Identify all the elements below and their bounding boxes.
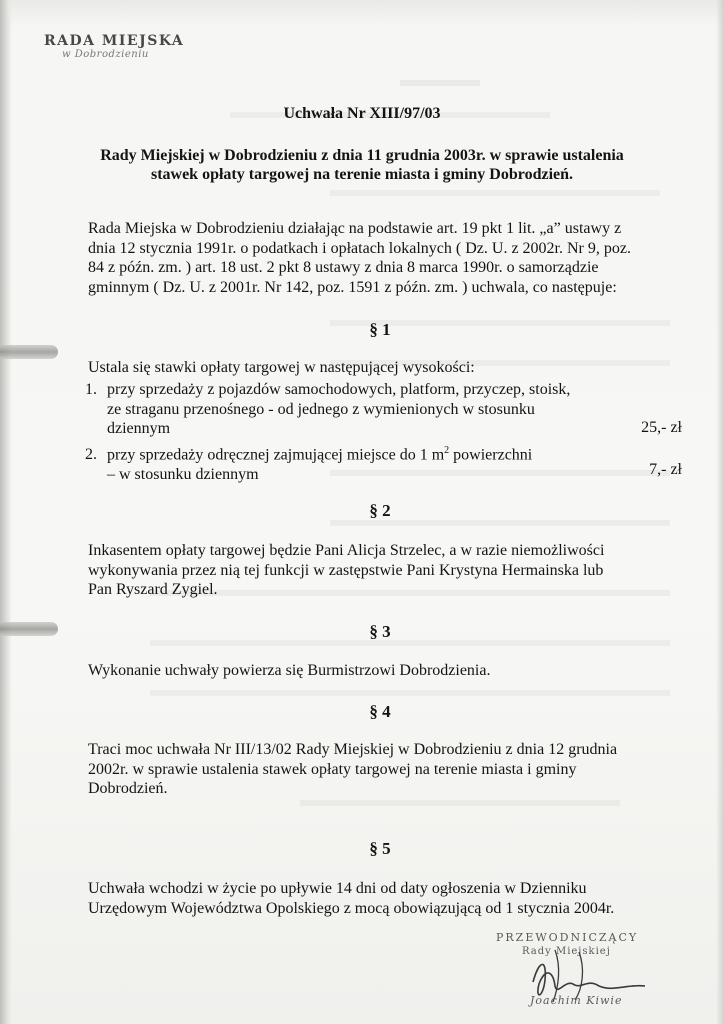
rate-item-number: 2.	[85, 446, 97, 464]
rate-amount-1: 25,- zł	[641, 419, 682, 436]
binder-hole-top	[0, 345, 58, 359]
resolution-subtitle-line-1: Rady Miejskiej w Dobrodzieniu z dnia 11 grudnia 2003r. w sprawie ustalenia	[100, 147, 624, 164]
section-4-line: Traci moc uchwała Nr III/13/02 Rady Miejskiej w Dobrodzieniu z dnia 12 grudnia	[88, 741, 618, 758]
section-4-line: 2002r. w sprawie ustalenia stawek opłaty targowej na terenie miasta i gminy	[88, 760, 577, 778]
preamble-line: Rada Miejska w Dobrodzieniu działając na podstawie art. 19 pkt 1 lit. „a” ustawy z	[88, 220, 622, 237]
signature-body: Rady Miejskiej	[522, 946, 611, 957]
rate-item-number: 1.	[85, 381, 97, 398]
section-4-line: Dobrodzień.	[88, 780, 168, 797]
section-5-text	[88, 879, 678, 918]
preamble-line: gminnym ( Dz. U. z 2001r. Nr 142, poz. 1591 z późn. zm. ) uchwala, co następuje:	[88, 278, 617, 296]
rate-item-text: przy sprzedaży z pojazdów samochodowych, platform, przyczep, stoisk,	[107, 381, 571, 398]
signature-name: Joachim Kiwie	[530, 994, 623, 1007]
preamble-line: 84 z późn. zm. ) art. 18 ust. 2 pkt 8 ustawy z dnia 8 marca 1990r. o samorządzie	[88, 259, 599, 276]
council-stamp	[44, 33, 184, 60]
rate-item-text: dziennym	[107, 420, 171, 437]
preamble	[88, 219, 678, 297]
rate-item-text: powierzchni	[449, 446, 533, 464]
section-1-heading: § 1	[369, 320, 391, 339]
signature-role: PRZEWODNICZĄCY	[496, 931, 639, 944]
preamble-line: dnia 12 stycznia 1991r. o podatkach i opłatach lokalnych ( Dz. U. z 2002r. Nr 9, poz.	[88, 239, 631, 257]
section-5-line: Urzędowym Województwa Opolskiego z mocą obowiązującą od 1 stycznia 2004r.	[88, 899, 615, 917]
section-2-line: wykonywania przez nią tej funkcji w zastępstwie Pani Krystyna Hermainska lub	[88, 561, 604, 579]
section-2-heading: § 2	[369, 501, 391, 520]
unit-superscript: 2	[444, 445, 450, 456]
section-4-heading: § 4	[369, 702, 391, 721]
section-3-text: Wykonanie uchwały powierza się Burmistrzowi Dobrodzienia.	[88, 662, 491, 679]
section-5-heading: § 5	[369, 839, 391, 858]
section-3-heading: § 3	[369, 622, 391, 641]
section-5-line: Uchwała wchodzi w życie po upływie 14 dni od daty ogłoszenia w Dzienniku	[88, 880, 587, 897]
resolution-number: Uchwała Nr XIII/97/03	[283, 105, 441, 122]
rate-amount-2: 7,- zł	[649, 461, 682, 478]
stamp-line-1: RADA MIEJSKA	[44, 33, 185, 49]
rate-item-1	[85, 380, 685, 439]
section-1-intro: Ustala się stawki opłaty targowej w następującej wysokości:	[88, 359, 475, 376]
rate-item-text: – w stosunku dziennym	[107, 465, 259, 483]
rate-item-text: przy sprzedaży odręcznej zajmującej miejsce do 1 m	[107, 446, 445, 464]
rate-item-2	[85, 441, 685, 484]
section-4-text	[88, 740, 678, 799]
rate-item-text: ze straganu przenośnego - od jednego z wymienionych w stosunku	[107, 400, 535, 418]
section-2-line: Pan Ryszard Zygiel.	[88, 581, 218, 598]
stamp-line-2: w Dobrodzieniu	[62, 49, 149, 60]
section-2-line: Inkasentem opłaty targowej będzie Pani Alicja Strzelec, a w razie niemożliwości	[88, 542, 605, 559]
section-2-text	[88, 541, 678, 600]
resolution-subtitle-line-2: stawek opłaty targowej na terenie miasta i gminy Dobrodzień.	[150, 166, 574, 183]
